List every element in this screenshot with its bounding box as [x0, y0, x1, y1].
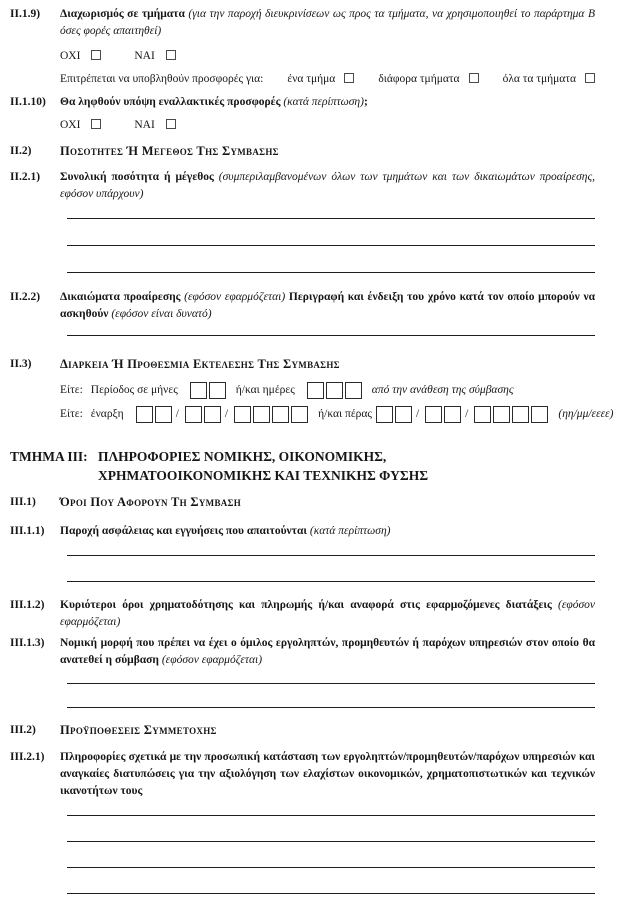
section-ii-2-2 [10, 289, 595, 323]
section-title: Θα ληφθούν υπόψη εναλλακτικές προσφορές [60, 96, 281, 108]
option-all-lots-label: όλα τα τμήματα [502, 73, 576, 85]
yes-checkbox[interactable] [166, 50, 176, 60]
date-separator: / [224, 408, 229, 420]
end-year-boxes [472, 406, 548, 423]
option-one-lot-label: ένα τμήμα [287, 73, 336, 85]
section-title: Κυριότεροι όροι χρηματοδότησης και πληρωμής ή/και αναφορά στις εφαρμοζόμενες διατάξεις [60, 599, 552, 611]
write-line[interactable] [67, 246, 595, 273]
write-line[interactable] [67, 323, 595, 336]
digit-box[interactable] [234, 406, 251, 423]
section-number: II.1.10) [10, 96, 46, 108]
digit-box[interactable] [531, 406, 548, 423]
digit-box[interactable] [493, 406, 510, 423]
section-text [60, 6, 595, 40]
digit-box[interactable] [395, 406, 412, 423]
section-note: (συμπεριλαμβανομένων όλων των τμημάτων και των δικαιωμάτων προαίρεσης, εφόσον υπάρχουν) [60, 171, 595, 200]
period-months-label: Περίοδος σε μήνες [90, 384, 178, 396]
part-number: ΤΜΗΜΑ ΙΙΙ: [10, 449, 88, 464]
write-line[interactable] [67, 203, 595, 219]
either-label: Είτε: [60, 384, 83, 396]
section-note: (για την παροχή διευκρινίσεων ως προς τα τμήματα, να χρησιμοποιηθεί το παράρτημα Β όσες φορές απαιτηθεί) [60, 8, 595, 37]
ii-1-9-offers-row [10, 71, 595, 88]
section-title-2: Περιγραφή και ένδειξη του χρόνο κατά τον οποίο μπορούν να ασκηθούν [60, 291, 595, 320]
section-number: III.1.3) [10, 637, 45, 649]
days-boxes [305, 382, 362, 399]
section-title: Νομική μορφή που πρέπει να έχει ο όμιλος εργοληπτών, προμηθευτών ή παρόχων υπηρεσιών στον οποίο θα ανατεθεί η σύμβαση [60, 637, 595, 666]
offers-prefix: Επιτρέπεται να υποβληθούν προσφορές για: [60, 73, 264, 85]
date-separator: / [175, 408, 179, 420]
section-iii-2-heading [10, 722, 595, 740]
part-iii-heading [10, 447, 595, 485]
section-number: II.2.1) [10, 171, 41, 183]
section-note: (εφόσον εφαρμόζεται) [161, 654, 263, 666]
duration-months-days-row [10, 382, 595, 399]
date-separator: / [415, 408, 420, 420]
option-several-lots-label: διάφορα τμήματα [378, 73, 460, 85]
digit-box[interactable] [474, 406, 491, 423]
write-line[interactable] [67, 800, 595, 816]
section-number: II.1.9) [10, 8, 41, 20]
from-award-label: από την ανάθεση της σύμβασης [371, 384, 514, 396]
write-line[interactable] [67, 684, 595, 708]
yes-checkbox[interactable] [166, 119, 176, 129]
months-boxes [188, 382, 226, 399]
write-line[interactable] [67, 540, 595, 556]
section-heading: Διαρκεια Ή Προθεσμια Εκτελεσης Της Συμβασης [60, 357, 340, 371]
section-ii-2-heading [10, 143, 595, 161]
section-title: Διαχωρισμός σε τμήματα [60, 8, 185, 20]
day-digit-box[interactable] [326, 382, 343, 399]
question-mark: ; [363, 96, 368, 108]
start-label: έναρξη [90, 408, 124, 420]
digit-box[interactable] [155, 406, 172, 423]
section-number: III.1) [10, 496, 36, 508]
duration-dates-row [10, 406, 614, 423]
no-checkbox[interactable] [91, 50, 101, 60]
write-line[interactable] [67, 556, 595, 582]
start-day-boxes [134, 406, 172, 423]
section-number: III.2) [10, 724, 36, 736]
part-title-line1: ΠΛΗΡΟΦΟΡΙΕΣ ΝΟΜΙΚΗΣ, ΟΙΚΟΝΟΜΙΚΗΣ, [98, 449, 387, 464]
ii-1-10-yes-no-row [10, 117, 595, 134]
section-note: (κατά περίπτωση) [309, 525, 391, 537]
section-title: Συνολική ποσότητα ή μέγεθος [60, 171, 214, 183]
section-number: II.2) [10, 145, 32, 157]
day-digit-box[interactable] [307, 382, 324, 399]
section-number: II.2.2) [10, 291, 41, 303]
no-label: ΟΧΙ [60, 50, 81, 62]
section-number: III.1.2) [10, 599, 45, 611]
digit-box[interactable] [204, 406, 221, 423]
section-iii-1-heading [10, 494, 595, 512]
start-year-boxes [232, 406, 308, 423]
section-note-2: (εφόσον είναι δυνατό) [111, 308, 212, 320]
several-lots-checkbox[interactable] [469, 73, 479, 83]
either-label: Είτε: [60, 408, 83, 420]
section-iii-1-1 [10, 523, 595, 540]
section-number: III.2.1) [10, 751, 45, 763]
digit-box[interactable] [291, 406, 308, 423]
section-heading: Όροι Που Αφορουν Τη Συμβαση [60, 495, 242, 509]
write-line[interactable] [67, 219, 595, 246]
part-title-line2: ΧΡΗΜΑΤΟΟΙΚΟΝΟΜΙΚΗΣ ΚΑΙ ΤΕΧΝΙΚΗΣ ΦΥΣΗΣ [98, 468, 429, 483]
section-title: Δικαιώματα προαίρεσης [60, 291, 181, 303]
start-month-boxes [183, 406, 221, 423]
section-ii-1-10 [10, 94, 595, 111]
month-digit-box[interactable] [190, 382, 207, 399]
section-ii-1-9 [10, 6, 595, 40]
no-label: ΟΧΙ [60, 119, 81, 131]
section-number: III.1.1) [10, 525, 45, 537]
section-ii-2-1 [10, 169, 595, 203]
one-lot-checkbox[interactable] [344, 73, 354, 83]
orand-end-label: ή/και πέρας [318, 408, 372, 420]
section-note: (κατά περίπτωση) [283, 96, 364, 108]
month-digit-box[interactable] [209, 382, 226, 399]
all-lots-checkbox[interactable] [585, 73, 595, 83]
digit-box[interactable] [444, 406, 461, 423]
section-note: (εφόσον εφαρμόζεται) [184, 291, 286, 303]
section-iii-1-3 [10, 635, 595, 669]
section-title: Παροχή ασφάλειας και εγγυήσεις που απαιτούνται [60, 525, 307, 537]
section-iii-1-2 [10, 597, 595, 631]
section-note: (εφόσον εφαρμόζεται) [60, 599, 595, 628]
digit-box[interactable] [185, 406, 202, 423]
section-number: II.3) [10, 358, 32, 370]
date-separator: / [465, 408, 469, 420]
digit-box[interactable] [272, 406, 289, 423]
orand-days-label: ή/και ημέρες [235, 384, 295, 396]
date-format-hint: (ηη/μμ/εεεε) [558, 408, 614, 420]
section-title: Πληροφορίες σχετικά με την προσωπική κατάσταση των εργοληπτών/προμηθευτών/παρόχων υπηρεσιών και αναγκαίες διατυπώσεις για την αξιολόγηση των ελαχίστων οικονομικών, χρηματοπιστωτικών και τεχνικών ικανοτήτων τους [60, 751, 595, 797]
no-checkbox[interactable] [91, 119, 101, 129]
digit-box[interactable] [253, 406, 270, 423]
write-line[interactable] [67, 868, 595, 894]
write-line[interactable] [67, 816, 595, 842]
yes-label: ΝΑΙ [134, 119, 155, 131]
write-line[interactable] [67, 842, 595, 868]
section-ii-3-heading [10, 356, 595, 374]
digit-box[interactable] [136, 406, 153, 423]
end-month-boxes [423, 406, 461, 423]
section-heading: Ποσοτητες Ή Μεγεθος Της Συμβασης [60, 144, 279, 158]
section-heading: Προϋποθεσεις Συμμετοχης [60, 723, 217, 737]
day-digit-box[interactable] [345, 382, 362, 399]
digit-box[interactable] [512, 406, 529, 423]
write-line[interactable] [67, 669, 595, 684]
section-iii-2-1 [10, 749, 595, 800]
end-day-boxes [374, 406, 412, 423]
ii-1-9-yes-no-row [10, 48, 595, 65]
digit-box[interactable] [425, 406, 442, 423]
yes-label: ΝΑΙ [134, 50, 155, 62]
digit-box[interactable] [376, 406, 393, 423]
